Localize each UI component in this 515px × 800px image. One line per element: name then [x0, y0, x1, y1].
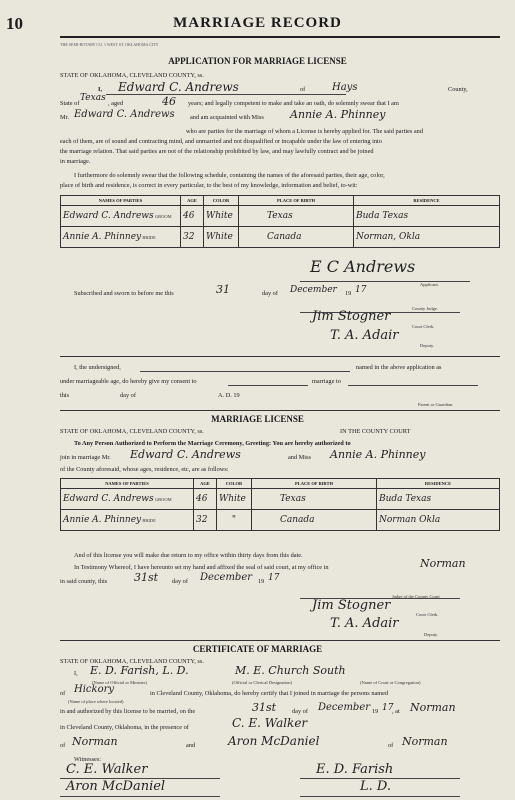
- col-color: COLOR: [204, 196, 239, 206]
- lic-court-clerk-label: Court Clerk.: [416, 612, 439, 617]
- cert-of-2: of: [388, 742, 394, 749]
- groom-birth: Texas: [252, 489, 377, 510]
- col-age: AGE: [194, 479, 217, 489]
- cert-officiant-title: L. D.: [360, 779, 391, 794]
- table-header-row: [61, 479, 500, 489]
- county-judge-label: County Judge.: [412, 306, 439, 311]
- col-birth: PLACE OF BIRTH: [239, 196, 354, 206]
- cert-lbl-official: (Name of Official or Minister): [92, 680, 147, 685]
- app-state-value: Texas: [80, 93, 106, 103]
- lic-said-county: in said county, this: [60, 578, 108, 585]
- lic-year-prefix: 19: [258, 578, 265, 585]
- app-aged: , aged: [108, 100, 124, 107]
- cert-witness-sig-1: C. E. Walker: [66, 762, 148, 777]
- bride-tag: BRIDE: [142, 518, 156, 523]
- app-acquainted: and am acquainted with Miss: [190, 114, 264, 121]
- app-years-text: years; and legally competent to make and take an oath, do solemnly swear that I am: [188, 100, 399, 107]
- groom-tag: GROOM: [154, 214, 172, 219]
- app-of: of: [300, 86, 306, 93]
- lic-day-value: 31st: [134, 571, 159, 584]
- app-body-2: each of them, are of sound and contracting mind, and unmarried and not disqualified or incapable under the law of entering into: [60, 138, 382, 145]
- applicant-label: Applicant.: [420, 282, 439, 287]
- lic-year-value: 17: [268, 573, 280, 583]
- table-row: [61, 227, 500, 248]
- certificate-title: CERTIFICATE OF MARRIAGE: [192, 644, 323, 654]
- cert-witness-1: C. E. Walker: [232, 716, 308, 730]
- consent-line-3: [348, 385, 478, 386]
- table-row: [61, 206, 500, 227]
- cert-church: M. E. Church South: [235, 664, 346, 677]
- lic-clerk-signature: Jim Stogner: [312, 598, 391, 613]
- app-day-of: day of: [262, 290, 278, 297]
- cert-officiant-signature: E. D. Farish: [316, 762, 394, 777]
- app-mr-name: Edward C. Andrews: [74, 109, 175, 120]
- parent-guardian-label: Parent or Guardian.: [418, 402, 454, 407]
- cert-officiant: E. D. Farish, L. D.: [90, 664, 189, 677]
- witness-line-2: [60, 796, 220, 797]
- table-row: [61, 489, 500, 510]
- lic-join: join in marriage Mr.: [60, 454, 111, 461]
- app-body-1: who are parties for the marriage of whom a License is hereby applied for. The said parties and: [186, 128, 423, 135]
- applicant-sig-line: [300, 281, 470, 282]
- consent-undersigned: I, the undersigned,: [74, 364, 121, 371]
- app-further-1: I furthermore do solemnly swear that the following schedule, containing the names of the aforesaid parties, their age, color,: [74, 172, 385, 179]
- bride-age: 32: [181, 227, 204, 248]
- groom-age: 46: [181, 206, 204, 227]
- printer-imprint: THE SEMI-ROTARY CO. 1 WEST ST. OKLAHOMA CITY: [60, 42, 159, 47]
- consent-marriage-to: marriage to: [312, 378, 341, 385]
- consent-ad: A. D. 19: [218, 392, 240, 399]
- cert-year-value: 17: [382, 703, 394, 713]
- cert-witnesses-label: Witnesses:: [74, 756, 102, 763]
- title-rule: [60, 36, 500, 38]
- bride-birth: Canada: [239, 227, 354, 248]
- lic-bride-name: Annie A. Phinney: [330, 448, 426, 461]
- app-month-value: December: [290, 285, 337, 295]
- cert-day-value: 31st: [252, 701, 277, 714]
- applicant-signature: E C Andrews: [310, 257, 416, 276]
- groom-residence: Buda Texas: [354, 206, 500, 227]
- cert-of-1: of: [60, 742, 66, 749]
- record-title: MARRIAGE RECORD: [173, 15, 342, 31]
- groom-birth: Texas: [239, 206, 354, 227]
- cert-year-prefix: 19: [372, 708, 379, 715]
- app-mr: Mr.: [60, 114, 69, 121]
- groom-name-cell: [61, 206, 181, 227]
- groom-color: White: [204, 206, 239, 227]
- lic-deputy-signature: T. A. Adair: [330, 616, 399, 631]
- cert-presence: in Cleveland County, Oklahoma, in the presence of: [60, 724, 189, 731]
- cert-lbl-designation: (Official or Clerical Designation): [232, 680, 293, 685]
- cert-at: , at: [392, 708, 400, 715]
- cert-lbl-place: (Name of place where located): [68, 699, 124, 704]
- cert-certify: in Cleveland County, Oklahoma, do hereby certify that I joined in marriage the persons named: [150, 690, 389, 697]
- app-body-3: the marriage relation. That said parties are not of the relationship prohibited by law, and may lawfully contract and be joined: [60, 148, 374, 155]
- lic-return-text: And of this license you will make due return to my office within thirty days from this date.: [74, 552, 303, 559]
- cert-month-value: December: [318, 702, 371, 713]
- section-rule: [60, 640, 500, 641]
- col-names: NAMES OF PARTIES: [61, 479, 194, 489]
- lic-month-value: December: [200, 572, 253, 583]
- cert-of: of: [60, 690, 66, 697]
- table-row: [61, 510, 500, 531]
- table-header-row: [61, 196, 500, 206]
- col-residence: RESIDENCE: [354, 196, 500, 206]
- cert-at-value: Norman: [410, 701, 456, 714]
- col-names: NAMES OF PARTIES: [61, 196, 181, 206]
- bride-residence: Norman, Okla: [354, 227, 500, 248]
- lic-in-court: IN THE COUNTY COURT: [340, 428, 411, 435]
- app-day-value: 31: [216, 283, 230, 296]
- lic-greeting: To Any Person Authorized to Perform the Marriage Ceremony, Greeting: You are hereby authorized to: [74, 440, 351, 447]
- app-state-county: STATE OF OKLAHOMA, CLEVELAND COUNTY, ss.: [60, 72, 204, 79]
- cert-witness-sig-2: Aron McDaniel: [66, 779, 166, 794]
- lic-judge-label: Judge of the County Court: [392, 594, 440, 599]
- cert-and: and: [186, 742, 196, 749]
- cert-witness-2: Aron McDaniel: [228, 734, 320, 748]
- cert-authorized: in and authorized by this license to be married, on the: [60, 708, 196, 715]
- lic-day-of: day of: [172, 578, 188, 585]
- license-title: MARRIAGE LICENSE: [211, 414, 304, 424]
- cert-of-1-value: Norman: [72, 735, 118, 748]
- lic-deputy-label: Deputy.: [424, 632, 439, 637]
- groom-color: White: [217, 489, 252, 510]
- bride-name: Annie A. Phinney: [63, 515, 142, 525]
- bride-name-cell: [61, 227, 181, 248]
- bride-tag: BRIDE: [142, 235, 156, 240]
- app-year-prefix: 19: [345, 290, 352, 297]
- app-miss-name: Annie A. Phinney: [290, 108, 386, 121]
- groom-name-cell: [61, 489, 194, 510]
- app-subscribed: Subscribed and sworn to before me this: [74, 290, 174, 297]
- cert-day-of: day of: [292, 708, 308, 715]
- app-deputy-signature: T. A. Adair: [330, 328, 399, 343]
- app-county-label: County,: [448, 86, 468, 93]
- bride-name: Annie A. Phinney: [63, 232, 142, 242]
- app-year-value: 17: [355, 285, 367, 295]
- app-body-4: in marriage.: [60, 158, 91, 165]
- groom-age: 46: [194, 489, 217, 510]
- groom-name: Edward C. Andrews: [63, 211, 154, 221]
- consent-line-1: [140, 371, 350, 372]
- bride-age: 32: [194, 510, 217, 531]
- lic-town: Norman: [420, 557, 466, 570]
- consent-under-age: under marriageable age, do hereby give my consent to: [60, 378, 197, 385]
- app-i: I,: [98, 86, 103, 93]
- col-color: COLOR: [217, 479, 252, 489]
- consent-line-2: [228, 385, 308, 386]
- consent-day-of: day of: [120, 392, 136, 399]
- groom-name: Edward C. Andrews: [63, 494, 154, 504]
- bride-name-cell: [61, 510, 194, 531]
- app-state-of: State of: [60, 100, 80, 107]
- groom-tag: GROOM: [154, 497, 172, 502]
- cert-i: I,: [74, 670, 78, 677]
- col-birth: PLACE OF BIRTH: [252, 479, 377, 489]
- deputy-label: Deputy.: [420, 343, 435, 348]
- app-age-value: 46: [162, 95, 176, 108]
- lic-state-county: STATE OF OKLAHOMA, CLEVELAND COUNTY, ss.: [60, 428, 204, 435]
- lic-and-miss: and Miss: [288, 454, 311, 461]
- lic-county-line: of the County aforesaid, whose ages, residence, etc, are as follows:: [60, 466, 229, 473]
- section-rule: [60, 356, 500, 357]
- bride-birth: Canada: [252, 510, 377, 531]
- app-county-value: Hays: [332, 82, 358, 93]
- col-age: AGE: [181, 196, 204, 206]
- bride-color: ": [217, 510, 252, 531]
- lic-testimony: In Testimony Whereof, I have hereunto set my hand and affixed the seal of said court, at my office in: [74, 564, 329, 571]
- court-clerk-label: Court Clerk.: [412, 324, 435, 329]
- cert-lbl-church: (Name of Court or Congregation): [360, 680, 421, 685]
- section-rule: [60, 410, 500, 411]
- cert-of-2-value: Norman: [402, 735, 448, 748]
- app-clerk-signature: Jim Stogner: [312, 309, 391, 324]
- page-number: 10: [6, 14, 23, 33]
- app-name-line: [106, 94, 346, 95]
- app-applicant-name: Edward C. Andrews: [118, 80, 239, 94]
- application-title: APPLICATION FOR MARRIAGE LICENSE: [168, 56, 347, 66]
- lic-groom-name: Edward C. Andrews: [130, 448, 241, 461]
- cert-place: Hickory: [74, 684, 115, 695]
- cert-state-county: STATE OF OKLAHOMA, CLEVELAND COUNTY, ss.: [60, 658, 204, 665]
- consent-this: this: [60, 392, 70, 399]
- col-residence: RESIDENCE: [377, 479, 500, 489]
- bride-color: White: [204, 227, 239, 248]
- app-parties-table: [60, 195, 500, 248]
- consent-named: named in the above application as: [356, 364, 442, 371]
- bride-residence: Norman Okla: [377, 510, 500, 531]
- officiant-line-2: [300, 796, 460, 797]
- groom-residence: Buda Texas: [377, 489, 500, 510]
- lic-parties-table: [60, 478, 500, 531]
- app-further-2: place of birth and residence, is correct in every particular, to the best of my knowledge, information and belief, to-wit:: [60, 182, 358, 189]
